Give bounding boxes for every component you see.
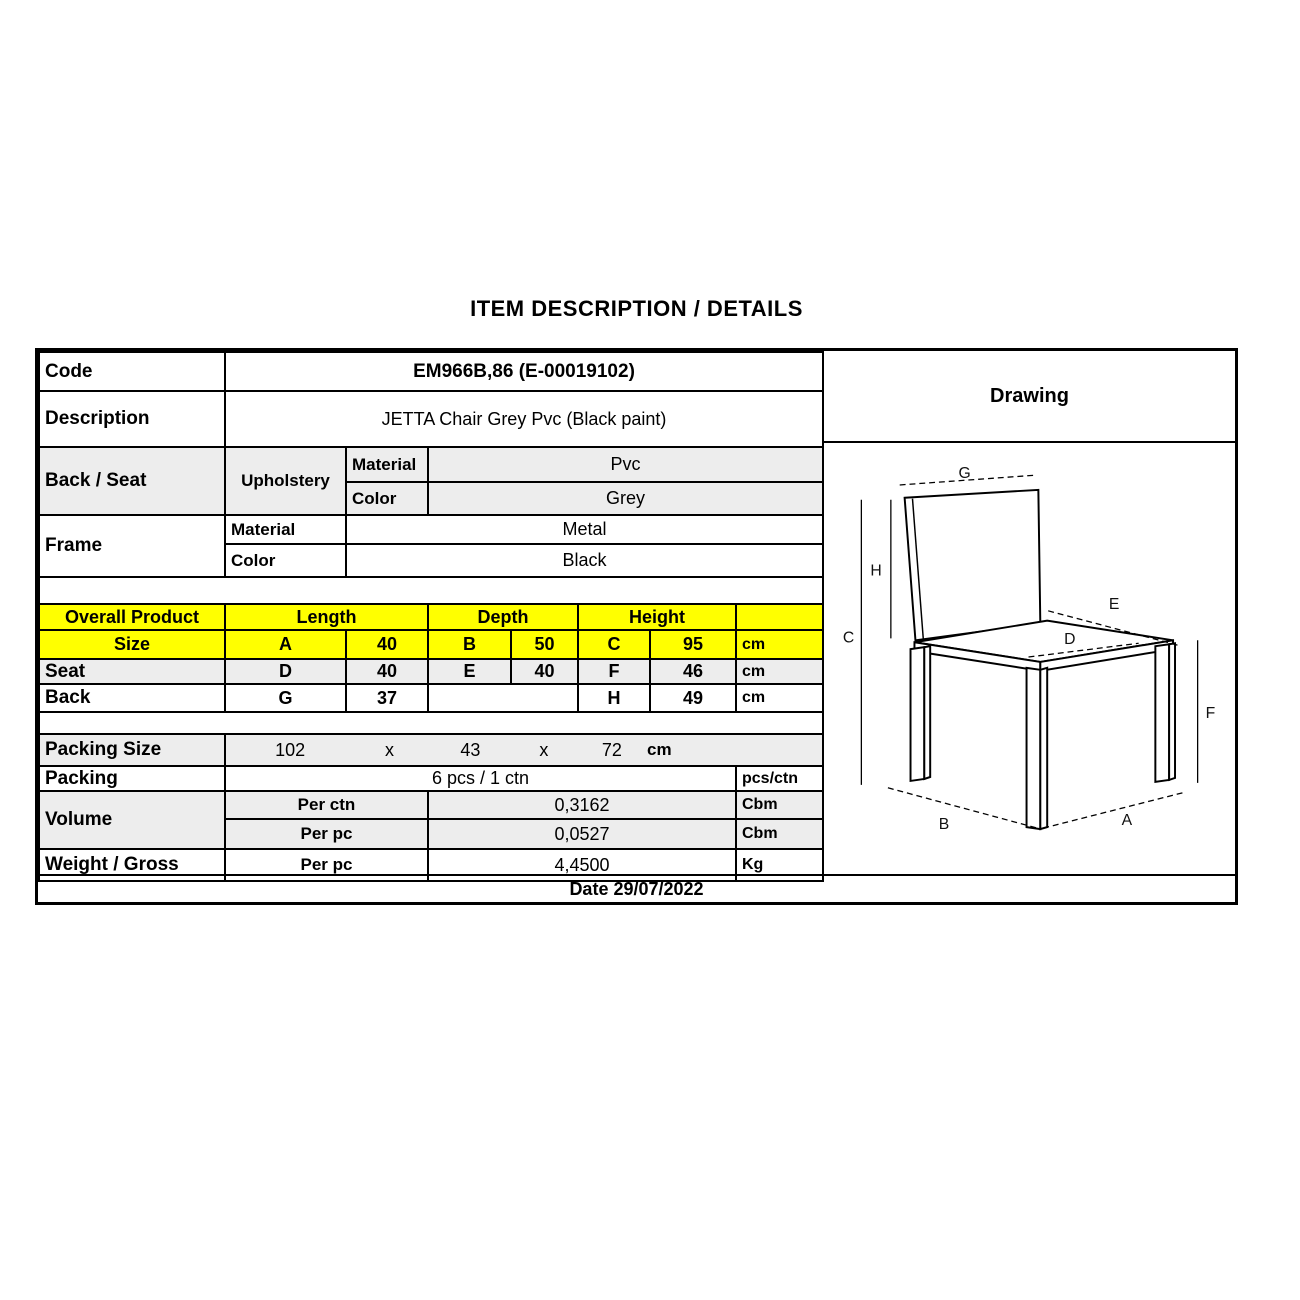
chair-leg-front-side (1040, 668, 1047, 829)
spec-sheet (35, 348, 1238, 905)
drawing-title: Drawing (824, 351, 1235, 443)
back-unit: cm (736, 684, 823, 712)
back-seat-color-value: Grey (428, 482, 823, 515)
chair-leg-left (911, 647, 925, 781)
row-frame-material (39, 515, 823, 544)
chair-leg-right-side (1169, 643, 1175, 780)
chair-leg-right (1155, 644, 1169, 782)
chair-leg-front (1027, 668, 1041, 829)
row-overall-size (39, 630, 823, 659)
chair-leg-left-side (924, 646, 930, 779)
volume-per-pc-label: Per pc (225, 819, 428, 849)
dim-A: A (225, 630, 346, 659)
code-value: EM966B,86 (E-00019102) (225, 352, 823, 391)
packing-unit: pcs/ctn (736, 766, 823, 791)
dim-label-F: F (1205, 704, 1216, 722)
packing-size-unit: cm (647, 739, 672, 759)
dim-F-value: 46 (650, 659, 736, 684)
row-seat (39, 659, 823, 684)
weight-label: Weight / Gross (39, 849, 225, 881)
volume-per-ctn-label: Per ctn (225, 791, 428, 819)
dim-D: D (225, 659, 346, 684)
seat-unit: cm (736, 659, 823, 684)
size-label: Size (39, 630, 225, 659)
dim-H-value: 49 (650, 684, 736, 712)
spacer-row (39, 577, 823, 604)
size-unit: cm (736, 630, 823, 659)
description-value: JETTA Chair Grey Pvc (Black paint) (225, 391, 823, 447)
volume-per-pc-value: 0,0527 (428, 819, 736, 849)
dim-H: H (578, 684, 650, 712)
dim-C-value: 95 (650, 630, 736, 659)
row-packing (39, 766, 823, 791)
chair-backrest (905, 490, 1041, 640)
dim-label-E: E (1108, 595, 1120, 613)
height-header: Height (578, 604, 736, 630)
length-header: Length (225, 604, 428, 630)
description-label: Description (39, 391, 225, 447)
depth-header: Depth (428, 604, 578, 630)
dim-B-value: 50 (511, 630, 578, 659)
back-seat-material-label: Material (346, 447, 428, 482)
back-empty-cell (428, 684, 578, 712)
back-seat-color-label: Color (346, 482, 428, 515)
dim-B: B (428, 630, 511, 659)
dim-D-value: 40 (346, 659, 428, 684)
spacer-cell (39, 712, 823, 734)
row-packing-size (39, 734, 823, 766)
weight-unit: Kg (736, 849, 823, 881)
dim-E: E (428, 659, 511, 684)
frame-material-value: Metal (346, 515, 823, 544)
seat-label: Seat (39, 659, 225, 684)
row-description (39, 391, 823, 447)
dim-G-value: 37 (346, 684, 428, 712)
overall-product-label: Overall Product (39, 604, 225, 630)
row-code (39, 352, 823, 391)
date-row: Date 29/07/2022 (38, 874, 1235, 902)
packing-label: Packing (39, 766, 225, 791)
packing-size-part: x (385, 739, 394, 760)
dim-label-C: C (842, 629, 855, 647)
dim-E-value: 40 (511, 659, 578, 684)
drawing-area (824, 443, 1235, 874)
packing-size-part: 72 (601, 739, 622, 760)
dim-line-B (888, 788, 1037, 828)
back-seat-material-value: Pvc (428, 447, 823, 482)
row-back (39, 684, 823, 712)
packing-size-label: Packing Size (39, 734, 225, 766)
spacer-row (39, 712, 823, 734)
dim-A-value: 40 (346, 630, 428, 659)
frame-color-value: Black (346, 544, 823, 577)
volume-per-pc-unit: Cbm (736, 819, 823, 849)
volume-per-ctn-unit: Cbm (736, 791, 823, 819)
packing-size-value (225, 734, 823, 766)
upholstery-label: Upholstery (225, 447, 346, 515)
dim-label-A: A (1121, 812, 1133, 830)
sheet-main (38, 351, 1235, 874)
dim-C: C (578, 630, 650, 659)
dim-label-B: B (938, 816, 950, 834)
dim-F: F (578, 659, 650, 684)
row-volume-ctn (39, 791, 823, 819)
volume-label: Volume (39, 791, 225, 849)
frame-material-label: Material (225, 515, 346, 544)
row-back-seat-material (39, 447, 823, 482)
dimensions-header-unit-cell (736, 604, 823, 630)
back-label: Back (39, 684, 225, 712)
dim-line-A (1043, 793, 1183, 828)
packing-value: 6 pcs / 1 ctn (225, 766, 736, 791)
dim-label-G: G (958, 465, 971, 483)
code-label: Code (39, 352, 225, 391)
packing-size-part: 102 (275, 739, 306, 760)
row-dimensions-header (39, 604, 823, 630)
page-title: ITEM DESCRIPTION / DETAILS (470, 296, 803, 321)
dim-G: G (225, 684, 346, 712)
frame-label: Frame (39, 515, 225, 577)
packing-size-part: 43 (460, 739, 481, 760)
weight-per-label: Per pc (225, 849, 428, 881)
spec-table (38, 351, 824, 882)
frame-color-label: Color (225, 544, 346, 577)
volume-per-ctn-value: 0,3162 (428, 791, 736, 819)
drawing-panel (824, 351, 1235, 874)
back-seat-label: Back / Seat (39, 447, 225, 515)
weight-value: 4,4500 (428, 849, 736, 881)
spacer-cell (39, 577, 823, 604)
dim-label-D: D (1064, 631, 1076, 649)
dim-label-H: H (870, 562, 882, 580)
packing-size-part: x (539, 739, 549, 760)
chair-drawing (824, 443, 1235, 874)
